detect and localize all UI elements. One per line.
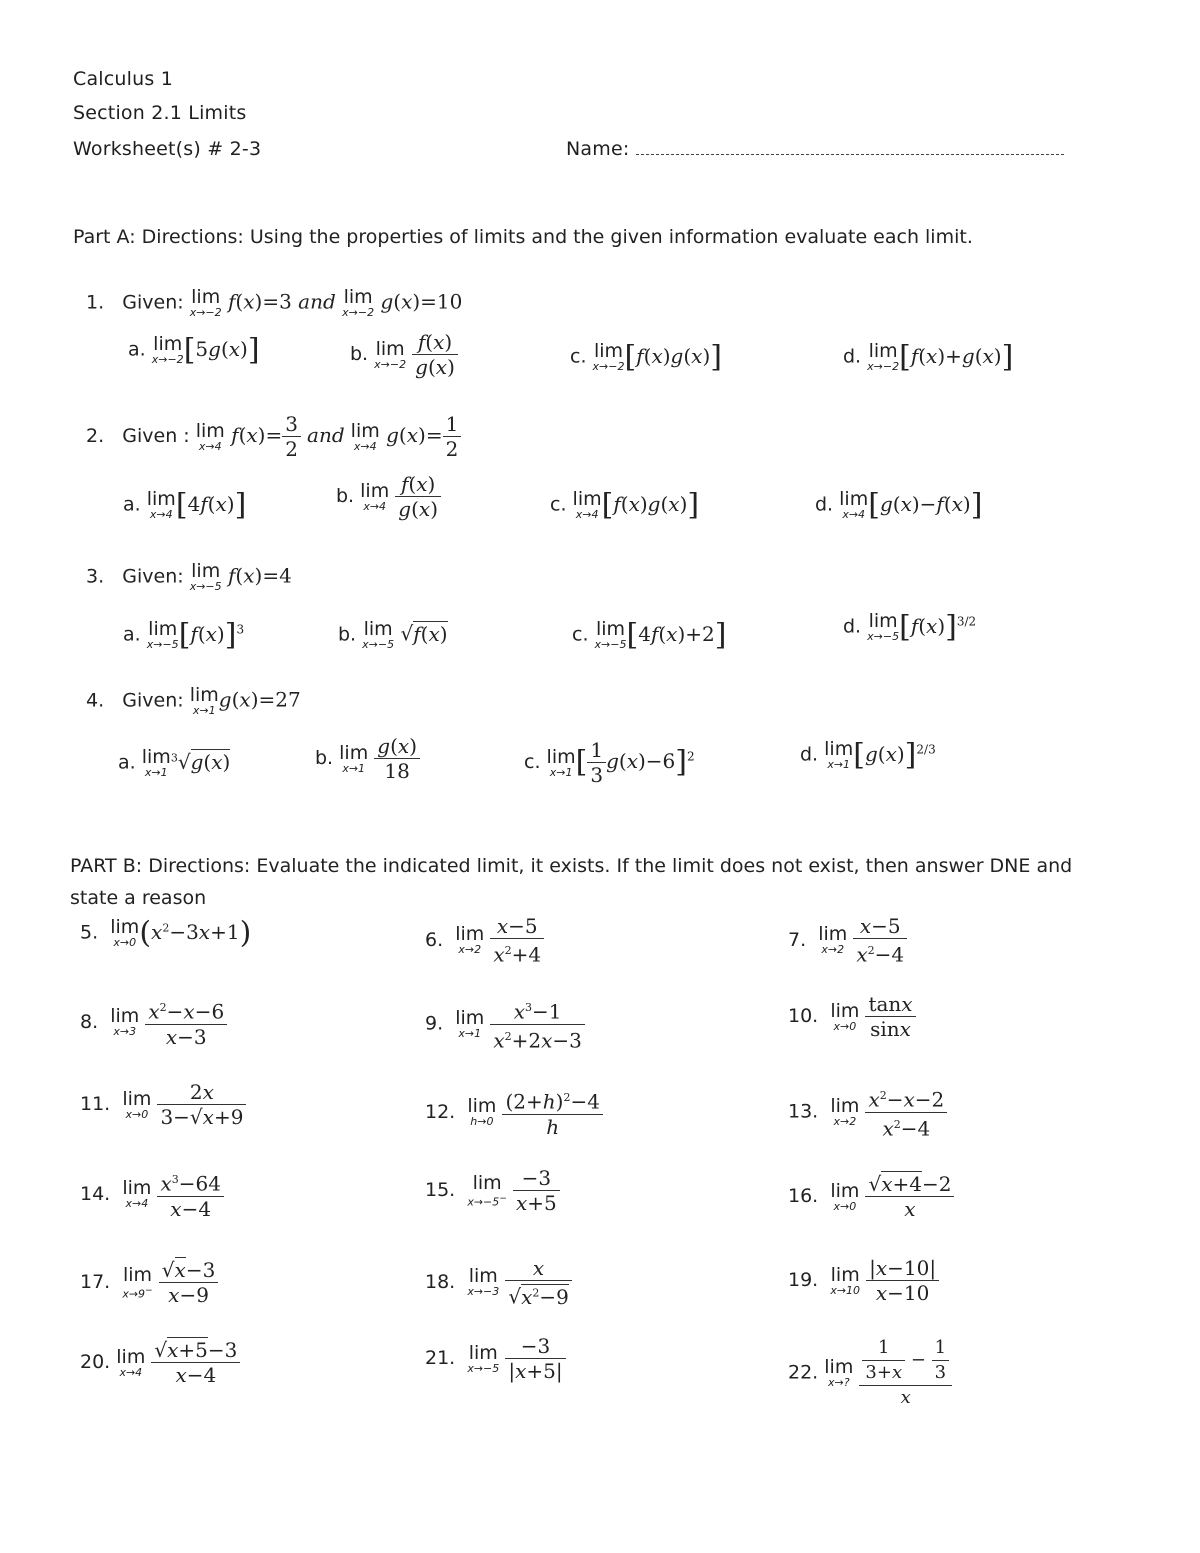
problem-19: 19. lim x→10 $\frac{|x-10|}{x-10}$ (788, 1256, 939, 1305)
partB-directions (70, 850, 1150, 914)
course-title: Calculus 1 (73, 68, 174, 90)
partB-directions-text-2: state a reason (70, 887, 207, 909)
worksheet-title: Worksheet(s) # 2-3 (73, 138, 262, 160)
problem-4a: a. lim x→1 $^3$√g(x) (118, 746, 231, 779)
problem-2d: d. lim x→4 [g(x)−f(x)] (815, 487, 983, 522)
partA-label: Part A: (73, 226, 136, 248)
problem-3b: b. lim x→−5 √f(x) (338, 618, 448, 651)
problem-3a: a. lim x→−5 $[f(x)]^3$ (123, 617, 245, 652)
problem-8: 8. lim x→3 $\frac{x^2-x-6}{x-3}$ (80, 996, 227, 1049)
partA-directions-label: Directions: (141, 226, 244, 248)
problem-1a: a. lim x→−2 [5g(x)] (128, 332, 260, 367)
problem-17: 17. lim x→9− $\frac{√x-3}{x-9}$ (80, 1258, 218, 1307)
partB-directions-label: Directions: (148, 855, 251, 877)
problem-6: 6. lim x→2 $\frac{x-5}{x^2+4}$ (425, 914, 544, 967)
name-field-line[interactable] (636, 152, 1064, 155)
problem-1: 1. Given: lim x→−2 f(x)=3 and lim x→−2 g(x)=10 (86, 286, 463, 319)
problem-2b: b. lim x→4 $\frac{f(x)}{g(x)}$ (336, 472, 441, 521)
problem-14: 14. lim x→4 $\frac{x^3-64}{x-4}$ (80, 1168, 224, 1221)
problem-16: 16. lim x→0 $\frac{√x+4-2}{x}$ (788, 1172, 954, 1221)
problem-3: 3. Given: lim x→−5 f(x)=4 (86, 560, 292, 593)
problem-4: 4. Given: lim x→1 g(x)=27 (86, 684, 301, 717)
problem-11: 11. lim x→0 $\frac{2x}{3-√x+9}$ (80, 1080, 246, 1129)
problem-1-number: 1. (86, 291, 105, 314)
name-label: Name: (566, 138, 630, 160)
section-title: Section 2.1 Limits (73, 102, 247, 124)
problem-1-given: Given: (122, 291, 184, 314)
problem-2a: a. lim x→4 [4f(x)] (123, 487, 247, 522)
problem-10: 10. lim x→0 $\frac{\tan x}{\sin x}$ (788, 992, 916, 1041)
problem-9: 9. lim x→1 $\frac{x^3-1}{x^2+2x-3}$ (425, 996, 585, 1052)
problem-18: 18. lim x→−3 $\frac{x}{√x^2-9}$ (425, 1256, 572, 1309)
problem-15: 15. lim x→−5− $\frac{-3}{x+5}$ (425, 1166, 560, 1215)
problem-4c: c. lim x→1 [ $\frac{1}{3}$ g(x)−6]$^2$ (524, 738, 695, 787)
problem-4b: b. lim x→1 $\frac{g(x)}{18}$ (315, 734, 420, 783)
partB-directions-text: Evaluate the indicated limit, it exists. If the limit does not exist, then answer DNE and (256, 855, 1073, 877)
problem-3d: d. lim x→−5 $[f(x)]^{3/2}$ (843, 609, 977, 644)
problem-21: 21. lim x→−5 $\frac{-3}{|x+5|}$ (425, 1334, 566, 1383)
problem-22: 22. lim x→? $\frac{1}{3+x}$ − $\frac{1}{3}$ x (788, 1336, 952, 1410)
partB-label: PART B: (70, 855, 143, 877)
problem-2: 2. Given : lim x→4 f(x)= $\frac{3}{2}$ and lim x→4 g(x)= $\frac{1}{2}$ (86, 412, 461, 461)
problem-5: 5. lim x→0 $(x^2-3x+1)$ (80, 915, 252, 950)
problem-3c: c. lim x→−5 [4f(x)+2] (572, 617, 727, 652)
partA-directions (73, 226, 973, 248)
problem-4d: d. lim x→1 $[g(x)]^{2/3}$ (800, 737, 936, 772)
problem-2c: c. lim x→4 [f(x)g(x)] (550, 487, 700, 522)
problem-13: 13. lim x→2 $\frac{x^2-x-2}{x^2-4}$ (788, 1084, 947, 1140)
problem-12: 12. lim h→0 $\frac{(2+h)^2-4}{h}$ (425, 1086, 603, 1139)
problem-1c: c. lim x→−2 [f(x)g(x)] (570, 339, 722, 374)
problem-1d: d. lim x→−2 [f(x)+g(x)] (843, 339, 1014, 374)
problem-1b: b. lim x→−2 $\frac{f(x)}{g(x)}$ (350, 330, 458, 379)
partA-directions-text: Using the properties of limits and the given information evaluate each limit. (249, 226, 973, 248)
problem-7: 7. lim x→2 $\frac{x-5}{x^2-4}$ (788, 914, 907, 967)
problem-20: 20. lim x→4 $\frac{√x+5-3}{x-4}$ (80, 1338, 240, 1387)
